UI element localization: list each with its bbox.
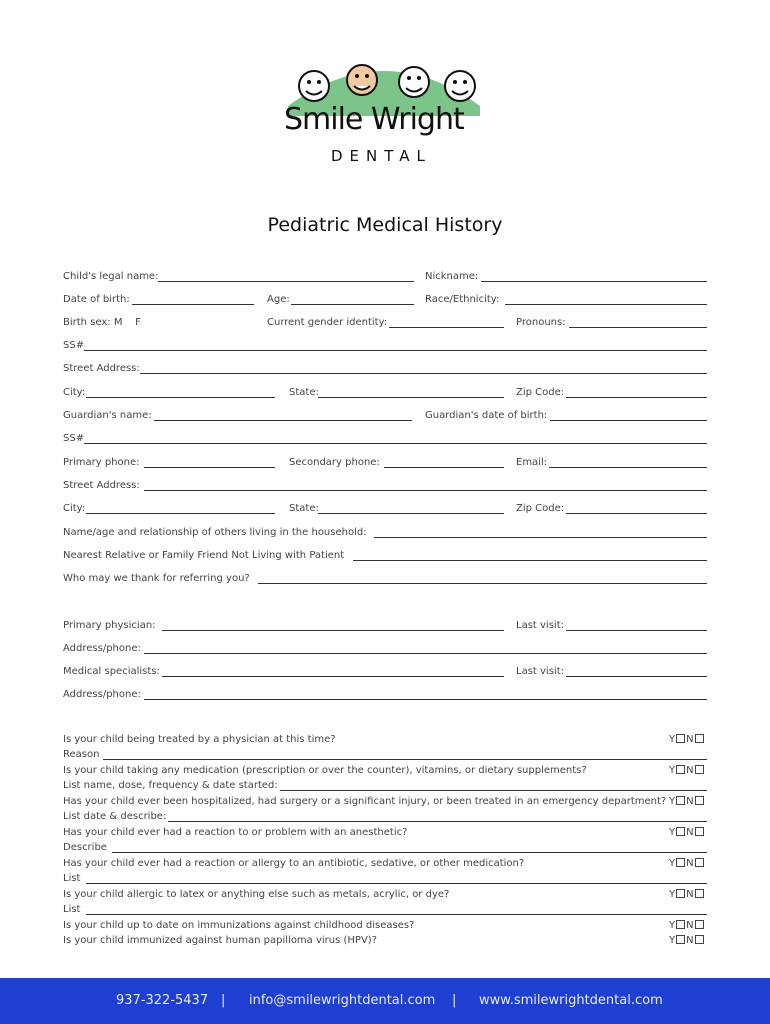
label-address-phone-2: Address/phone: [63, 689, 141, 700]
question-2-sub: List name, dose, frequency & date started: [63, 780, 278, 791]
date-of-birth-field[interactable] [132, 304, 254, 305]
zip-2-field[interactable] [566, 513, 707, 514]
ssn-field[interactable] [84, 350, 707, 351]
label-nickname: Nickname: [425, 271, 479, 282]
question-4-answer[interactable] [112, 852, 707, 853]
question-6: Is your child allergic to latex or anything else such as metals, acrylic, or dye? [63, 889, 450, 900]
guardian-name-field[interactable] [154, 420, 412, 421]
question-5-yn: Y N [669, 858, 705, 870]
question-3-answer[interactable] [168, 821, 707, 822]
checkbox-yes[interactable] [676, 920, 685, 929]
city-2-field[interactable] [86, 513, 275, 514]
label-primary-physician: Primary physician: [63, 620, 156, 631]
question-6-sub: List [63, 904, 81, 915]
question-4: Has your child ever had a reaction to or problem with an anesthetic? [63, 827, 408, 838]
city-field[interactable] [86, 397, 275, 398]
label-birth-sex: Birth sex: M F [63, 317, 141, 328]
label-age: Age: [267, 294, 290, 305]
question-2: Is your child taking any medication (prescription or over the counter), vitamins, or dietary supplements? [63, 765, 587, 776]
address-phone-2-field[interactable] [144, 699, 707, 700]
nearest-relative-field[interactable] [353, 560, 707, 561]
footer-separator: | [452, 993, 457, 1008]
question-5: Has your child ever had a reaction or allergy to an antibiotic, sedative, or other medication? [63, 858, 525, 869]
checkbox-no[interactable] [695, 734, 704, 743]
page-title: Pediatric Medical History [267, 214, 503, 236]
question-6-answer[interactable] [86, 914, 707, 915]
footer-separator: | [221, 993, 226, 1008]
medical-specialists-field[interactable] [162, 676, 504, 677]
checkbox-yes[interactable] [676, 796, 685, 805]
gender-identity-field[interactable] [389, 327, 504, 328]
question-3: Has your child ever been hospitalized, had surgery or a significant injury, or been treated in an emergency department? [63, 796, 667, 807]
question-1-yn: Y N [669, 734, 705, 746]
label-race-ethnicity: Race/Ethnicity: [425, 294, 500, 305]
label-email: Email: [516, 457, 548, 468]
question-1-answer[interactable] [103, 759, 707, 760]
checkbox-yes[interactable] [676, 889, 685, 898]
label-guardian-dob: Guardian's date of birth: [425, 410, 548, 421]
checkbox-yes[interactable] [676, 827, 685, 836]
age-field[interactable] [291, 304, 414, 305]
label-zip-2: Zip Code: [516, 503, 565, 514]
label-secondary-phone: Secondary phone: [289, 457, 380, 468]
question-5-answer[interactable] [86, 883, 707, 884]
guardian-ssn-field[interactable] [84, 443, 707, 444]
checkbox-no[interactable] [695, 858, 704, 867]
checkbox-no[interactable] [695, 920, 704, 929]
question-4-sub: Describe [63, 842, 107, 853]
question-1-sub: Reason [63, 749, 100, 760]
footer-bar [0, 978, 770, 1024]
label-ssn: SS# [63, 340, 85, 351]
checkbox-no[interactable] [695, 827, 704, 836]
checkbox-no[interactable] [695, 935, 704, 944]
footer-email[interactable]: info@smilewrightdental.com [249, 993, 436, 1008]
nickname-field[interactable] [481, 281, 707, 282]
label-nearest-relative: Nearest Relative or Family Friend Not Living with Patient [63, 550, 345, 561]
guardian-dob-field[interactable] [550, 420, 707, 421]
footer-website[interactable]: www.smilewrightdental.com [479, 993, 663, 1008]
label-last-visit-2: Last visit: [516, 666, 564, 677]
race-ethnicity-field[interactable] [505, 304, 707, 305]
brand-subtitle: DENTAL [331, 147, 432, 165]
checkbox-no[interactable] [695, 765, 704, 774]
label-date-of-birth: Date of birth: [63, 294, 130, 305]
primary-physician-field[interactable] [162, 630, 504, 631]
label-state: State: [289, 387, 319, 398]
label-last-visit: Last visit: [516, 620, 564, 631]
label-guardian-ssn: SS# [63, 433, 85, 444]
question-6-yn: Y N [669, 889, 705, 901]
checkbox-yes[interactable] [676, 935, 685, 944]
street-address-2-field[interactable] [144, 490, 707, 491]
label-guardian-name: Guardian's name: [63, 410, 152, 421]
question-2-yn: Y N [669, 765, 705, 777]
label-street-address-2: Street Address: [63, 480, 140, 491]
zip-field[interactable] [566, 397, 707, 398]
checkbox-no[interactable] [695, 889, 704, 898]
question-7-yn: Y N [669, 920, 705, 932]
label-household: Name/age and relationship of others living in the household: [63, 527, 367, 538]
email-field[interactable] [549, 467, 707, 468]
address-phone-field[interactable] [144, 653, 707, 654]
label-city-2: City: [63, 503, 86, 514]
label-medical-specialists: Medical specialists: [63, 666, 160, 677]
question-4-yn: Y N [669, 827, 705, 839]
referral-field[interactable] [258, 583, 707, 584]
last-visit-field[interactable] [566, 630, 707, 631]
label-childs-legal-name: Child's legal name: [63, 271, 159, 282]
question-5-sub: List [63, 873, 81, 884]
checkbox-yes[interactable] [676, 765, 685, 774]
childs-legal-name-field[interactable] [158, 281, 414, 282]
household-field[interactable] [374, 537, 707, 538]
checkbox-yes[interactable] [676, 858, 685, 867]
question-8-yn: Y N [669, 935, 705, 947]
label-referral: Who may we thank for referring you? [63, 573, 250, 584]
pronouns-field[interactable] [569, 327, 707, 328]
question-8: Is your child immunized against human papilloma virus (HPV)? [63, 935, 378, 946]
question-1: Is your child being treated by a physician at this time? [63, 734, 336, 745]
label-primary-phone: Primary phone: [63, 457, 140, 468]
label-zip: Zip Code: [516, 387, 565, 398]
street-address-field[interactable] [140, 373, 707, 374]
last-visit-2-field[interactable] [566, 676, 707, 677]
checkbox-no[interactable] [695, 796, 704, 805]
question-3-yn: Y N [669, 796, 705, 808]
primary-phone-field[interactable] [144, 467, 275, 468]
label-street-address: Street Address: [63, 363, 140, 374]
secondary-phone-field[interactable] [384, 467, 504, 468]
state-2-field[interactable] [318, 513, 504, 514]
state-field[interactable] [318, 397, 504, 398]
footer-phone[interactable]: 937-322-5437 [116, 993, 209, 1008]
question-3-sub: List date & describe: [63, 811, 167, 822]
label-city: City: [63, 387, 86, 398]
question-2-answer[interactable] [280, 790, 707, 791]
label-address-phone: Address/phone: [63, 643, 141, 654]
brand-name: Smile Wright [284, 102, 464, 137]
label-gender-identity: Current gender identity: [267, 317, 388, 328]
label-pronouns: Pronouns: [516, 317, 566, 328]
question-7: Is your child up to date on immunizations against childhood diseases? [63, 920, 415, 931]
label-state-2: State: [289, 503, 319, 514]
checkbox-yes[interactable] [676, 734, 685, 743]
